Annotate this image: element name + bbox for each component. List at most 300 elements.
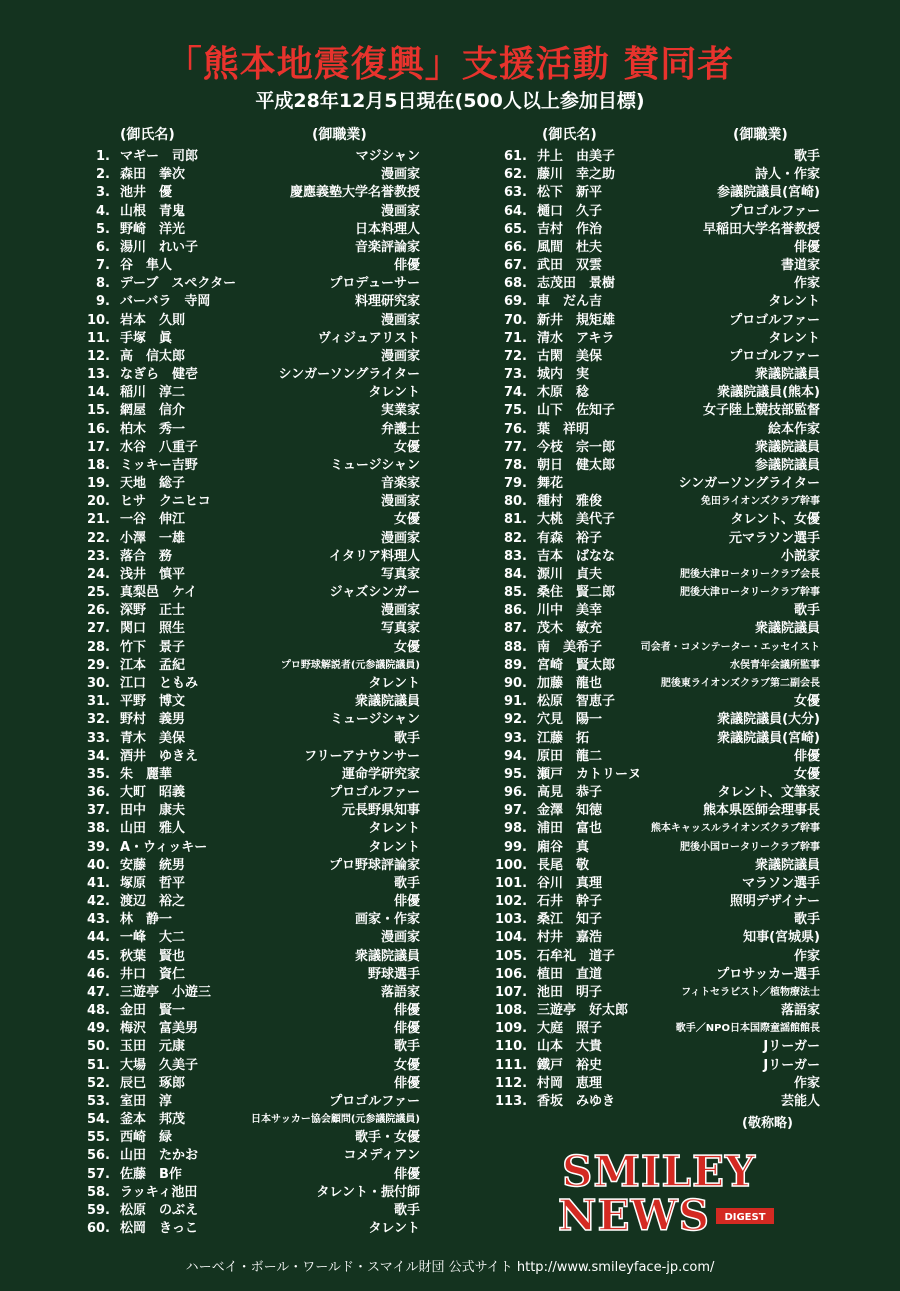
honorific-note: (敬称略) <box>742 1116 793 1131</box>
supporter-occupation: 女優 <box>793 694 820 710</box>
supporter-number: 90. <box>503 675 527 691</box>
name-column-label: (御氏名) <box>542 127 597 143</box>
supporter-number: 9. <box>96 294 110 310</box>
supporter-occupation: タレント、文筆家 <box>717 785 820 801</box>
supporter-name: 江藤 拓 <box>537 730 590 746</box>
supporter-row <box>80 748 420 766</box>
supporter-occupation: 落語家 <box>380 984 420 1000</box>
supporter-row <box>80 475 420 493</box>
supporter-row <box>495 184 820 202</box>
supporter-name: 井上 由美子 <box>537 149 616 164</box>
supporter-number: 104. <box>495 930 528 946</box>
supporter-name: 竹下 景子 <box>120 639 186 655</box>
supporter-name: 高見 恭子 <box>537 785 603 801</box>
supporter-name: 武田 双雲 <box>537 258 603 274</box>
supporter-name: 有森 裕子 <box>537 530 603 546</box>
supporter-row <box>495 548 820 566</box>
supporter-occupation: 衆議院議員 <box>354 948 420 964</box>
supporter-row <box>495 675 820 693</box>
supporter-row <box>80 966 420 984</box>
supporter-occupation: タレント <box>768 294 820 310</box>
supporter-row <box>80 493 420 511</box>
supporter-row <box>80 820 420 838</box>
supporter-row <box>495 457 820 475</box>
supporter-row <box>80 384 420 402</box>
supporter-row <box>495 275 820 293</box>
supporter-row <box>80 984 420 1002</box>
supporter-name: 玉田 元康 <box>120 1039 186 1055</box>
supporter-occupation: ミュージシャン <box>330 457 420 473</box>
supporter-number: 63. <box>503 185 527 201</box>
supporter-number: 58. <box>86 1184 110 1200</box>
supporter-number: 27. <box>86 621 110 637</box>
supporter-occupation: フリーアナウンサー <box>304 748 420 764</box>
supporter-occupation: 俳優 <box>393 1021 420 1037</box>
supporter-row <box>495 1038 820 1056</box>
supporter-occupation: 日本料理人 <box>354 221 420 237</box>
supporter-name: 朝日 健太郎 <box>537 457 616 473</box>
supporter-occupation: 衆議院議員(熊本) <box>717 385 820 401</box>
supporter-occupation: 衆議院議員 <box>754 367 820 383</box>
supporter-row <box>80 1184 420 1202</box>
supporter-row <box>80 166 420 184</box>
supporter-occupation: 料理研究家 <box>354 294 420 310</box>
supporter-row <box>495 421 820 439</box>
supporter-number: 8. <box>96 276 110 292</box>
supporter-row <box>495 148 820 166</box>
supporter-occupation: 小説家 <box>780 548 820 564</box>
supporter-number: 21. <box>86 512 110 528</box>
supporter-occupation: プロゴルファー <box>729 312 820 328</box>
supporter-row <box>80 293 420 311</box>
supporter-row <box>495 203 820 221</box>
supporter-number: 109. <box>495 1021 528 1037</box>
supporter-number: 62. <box>503 167 527 183</box>
supporter-row <box>80 402 420 420</box>
supporter-number: 40. <box>86 857 110 873</box>
supporter-row <box>495 166 820 184</box>
supporter-number: 95. <box>503 766 527 782</box>
supporter-row <box>80 1093 420 1111</box>
supporter-occupation: プロゴルファー <box>329 785 420 801</box>
supporter-row <box>495 475 820 493</box>
column-header <box>80 124 420 148</box>
supporter-number: 25. <box>86 585 110 601</box>
supporter-list <box>80 148 420 1238</box>
supporter-occupation: 参議院議員 <box>754 457 820 473</box>
supporter-number: 75. <box>503 403 527 419</box>
supporter-row <box>495 730 820 748</box>
supporter-name: 舞花 <box>537 476 564 492</box>
supporter-number: 22. <box>86 530 110 546</box>
supporter-name: 安藤 統男 <box>120 857 186 873</box>
supporter-occupation: コメディアン <box>343 1148 420 1164</box>
supporter-number: 55. <box>86 1130 110 1146</box>
supporter-name: 山田 雅人 <box>120 821 186 837</box>
supporter-number: 52. <box>86 1075 110 1091</box>
supporter-name: 山根 青鬼 <box>120 203 186 219</box>
supporter-row <box>80 784 420 802</box>
supporter-occupation: 歌手 <box>393 1039 420 1055</box>
supporter-number: 53. <box>86 1093 110 1109</box>
supporter-occupation: 衆議院議員 <box>754 621 820 637</box>
supporter-row <box>80 1111 420 1129</box>
supporter-occupation: 衆議院議員(宮崎) <box>717 730 820 746</box>
supporter-name: 三遊亭 小遊三 <box>120 984 212 1000</box>
supporter-name: 佐藤 B作 <box>120 1166 182 1182</box>
supporter-row <box>495 348 820 366</box>
supporter-occupation: タレント <box>368 385 420 401</box>
supporter-row <box>80 1075 420 1093</box>
supporter-number: 82. <box>503 530 527 546</box>
supporter-row <box>495 257 820 275</box>
supporter-number: 31. <box>86 694 110 710</box>
supporter-row <box>495 1075 820 1093</box>
supporter-number: 70. <box>503 312 527 328</box>
supporter-occupation: プロ野球評論家 <box>328 857 420 873</box>
supporter-row <box>495 1020 820 1038</box>
supporter-name: 長尾 敬 <box>537 857 590 873</box>
supporter-name: 葉 祥明 <box>537 421 590 437</box>
supporter-occupation: タレント <box>368 1221 420 1237</box>
supporter-row <box>80 1147 420 1165</box>
supporter-number: 28. <box>86 639 110 655</box>
supporter-occupation: 歌手 <box>793 149 820 164</box>
supporter-occupation: プロデューサー <box>329 276 420 292</box>
supporter-name: 池井 優 <box>120 185 173 201</box>
supporter-occupation: 写真家 <box>380 566 420 582</box>
supporter-name: 秋葉 賢也 <box>120 948 186 964</box>
supporter-row <box>495 657 820 675</box>
supporter-occupation: 写真家 <box>380 621 420 637</box>
supporter-name: 深野 正士 <box>120 603 186 619</box>
supporter-number: 16. <box>86 421 110 437</box>
supporter-number: 48. <box>86 1003 110 1019</box>
logo-line-smiley: SMILEY <box>562 1148 756 1196</box>
supporter-number: 50. <box>86 1039 110 1055</box>
supporter-number: 102. <box>495 894 528 910</box>
supporter-occupation: 漫画家 <box>380 494 420 510</box>
supporter-occupation: 俳優 <box>393 258 420 274</box>
supporter-row <box>495 239 820 257</box>
supporter-name: 天地 総子 <box>120 476 186 492</box>
supporter-number: 35. <box>86 766 110 782</box>
supporter-number: 71. <box>503 330 527 346</box>
supporter-number: 85. <box>503 585 527 601</box>
supporter-number: 1. <box>96 149 110 164</box>
supporter-number: 32. <box>86 712 110 728</box>
supporter-row <box>80 239 420 257</box>
supporter-occupation: 知事(宮城県) <box>743 930 820 946</box>
supporter-occupation: シンガーソングライター <box>678 476 820 492</box>
supporter-number: 11. <box>86 330 110 346</box>
supporter-name: 種村 雅俊 <box>537 494 603 510</box>
supporter-number: 7. <box>96 258 110 274</box>
supporter-row <box>80 1129 420 1147</box>
supporter-number: 100. <box>495 857 528 873</box>
supporter-occupation: 漫画家 <box>380 312 420 328</box>
supporter-row <box>80 1220 420 1238</box>
supporter-number: 45. <box>86 948 110 964</box>
supporter-row <box>495 966 820 984</box>
supporter-occupation: 歌手 <box>793 603 820 619</box>
supporter-occupation: 女優 <box>793 766 820 782</box>
supporter-occupation: 書道家 <box>780 258 820 274</box>
supporter-name: 野崎 洋光 <box>120 221 186 237</box>
supporter-row <box>80 602 420 620</box>
supporter-number: 92. <box>503 712 527 728</box>
supporter-name: 車 だん吉 <box>537 294 603 310</box>
supporter-row <box>495 911 820 929</box>
occupation-column-label: (御職業) <box>733 127 788 143</box>
supporter-row <box>80 1202 420 1220</box>
supporter-number: 37. <box>86 803 110 819</box>
supporter-number: 79. <box>503 476 527 492</box>
supporter-number: 81. <box>503 512 527 528</box>
supporter-occupation: 詩人・作家 <box>754 167 820 183</box>
supporter-occupation: 作家 <box>793 276 820 292</box>
supporter-row <box>80 693 420 711</box>
supporter-name: 高 信太郎 <box>120 348 186 364</box>
supporter-name: 野村 義男 <box>120 712 186 728</box>
supporter-occupation: イタリア料理人 <box>328 548 420 564</box>
supporter-name: 酒井 ゆきえ <box>120 748 199 764</box>
supporter-row <box>495 784 820 802</box>
supporter-number: 99. <box>503 839 527 855</box>
supporter-row <box>495 948 820 966</box>
supporter-name: 大場 久美子 <box>120 1057 199 1073</box>
supporter-occupation: マジシャン <box>355 149 420 164</box>
supporter-name: 金澤 知徳 <box>537 803 603 819</box>
supporter-row <box>495 366 820 384</box>
supporter-occupation: 落語家 <box>780 1003 820 1019</box>
supporter-occupation: ミュージシャン <box>330 712 420 728</box>
supporter-occupation: 元長野県知事 <box>341 803 420 819</box>
supporter-occupation: フィトセラピスト／植物療法士 <box>681 986 820 998</box>
supporter-row <box>495 566 820 584</box>
supporter-number: 46. <box>86 966 110 982</box>
supporter-number: 23. <box>86 548 110 564</box>
supporter-number: 110. <box>495 1039 528 1055</box>
supporter-occupation: 作家 <box>793 1075 820 1091</box>
supporter-name: 今枝 宗一郎 <box>537 439 616 455</box>
supporter-occupation: 俳優 <box>393 894 420 910</box>
supporter-number: 66. <box>503 239 527 255</box>
supporter-occupation: 絵本作家 <box>767 421 820 437</box>
supporter-occupation: 漫画家 <box>380 348 420 364</box>
supporter-row <box>80 348 420 366</box>
supporter-row <box>80 948 420 966</box>
supporter-number: 83. <box>503 548 527 564</box>
supporter-occupation: 熊本キャッスルライオンズクラブ幹事 <box>650 823 820 835</box>
supporter-name: 平野 博文 <box>120 694 186 710</box>
supporter-row <box>80 802 420 820</box>
supporter-occupation: 漫画家 <box>380 930 420 946</box>
supporter-name: 江本 孟紀 <box>120 657 186 673</box>
supporter-name: 香坂 みゆき <box>537 1093 616 1109</box>
logo-digest-tag: DIGEST <box>724 1212 766 1223</box>
supporter-row <box>495 929 820 947</box>
supporter-name: 稲川 淳二 <box>120 385 186 401</box>
supporter-name: 池田 明子 <box>537 984 603 1000</box>
supporter-number: 60. <box>86 1221 110 1237</box>
supporter-number: 86. <box>503 603 527 619</box>
supporter-row <box>80 566 420 584</box>
supporter-name: 水谷 八重子 <box>120 439 199 455</box>
supporter-row <box>80 530 420 548</box>
logo-line-news: NEWS <box>558 1191 710 1236</box>
supporter-number: 88. <box>503 639 527 655</box>
supporter-row <box>80 893 420 911</box>
supporter-occupation: 肥後小国ロータリークラブ幹事 <box>680 841 820 853</box>
supporter-number: 76. <box>503 421 527 437</box>
supporter-number: 51. <box>86 1057 110 1073</box>
supporter-occupation: タレント <box>368 839 420 855</box>
supporter-number: 15. <box>86 403 110 419</box>
supporter-number: 61. <box>503 149 527 164</box>
supporter-number: 105. <box>495 948 528 964</box>
supporter-name: 新井 規矩雄 <box>537 312 616 328</box>
supporter-name: 網屋 信介 <box>120 403 186 419</box>
page-subtitle: 平成28年12月5日現在(500人以上参加目標) <box>255 90 645 112</box>
supporter-number: 41. <box>86 875 110 891</box>
supporter-occupation: 熊本県医師会理事長 <box>702 803 820 819</box>
supporter-row <box>80 1020 420 1038</box>
supporter-occupation: タレント <box>768 330 820 346</box>
supporter-row <box>80 421 420 439</box>
supporter-occupation: Jリーガー <box>763 1039 820 1055</box>
supporter-number: 94. <box>503 748 527 764</box>
supporter-number: 93. <box>503 730 527 746</box>
supporter-row <box>80 639 420 657</box>
supporter-occupation: 弁護士 <box>380 421 420 437</box>
supporter-number: 107. <box>495 984 528 1000</box>
supporter-name: ヒサ クニヒコ <box>120 494 211 510</box>
supporter-row <box>80 330 420 348</box>
supporter-occupation: 早稲田大学名誉教授 <box>702 221 820 237</box>
supporter-name: 桑住 賢二郎 <box>537 585 616 601</box>
supporter-occupation: 俳優 <box>793 748 820 764</box>
supporter-row <box>80 457 420 475</box>
supporter-occupation: 音楽評論家 <box>354 239 420 255</box>
supporter-occupation: 歌手 <box>393 1202 420 1218</box>
supporter-name: 茂木 敏充 <box>537 621 603 637</box>
supporter-row <box>495 820 820 838</box>
supporter-row <box>495 511 820 529</box>
supporter-name: 村井 嘉浩 <box>537 930 603 946</box>
supporter-occupation: プロゴルファー <box>729 203 820 219</box>
supporter-occupation: 衆議院議員 <box>754 439 820 455</box>
supporter-name: 辰巳 琢郎 <box>120 1075 186 1091</box>
supporter-list <box>495 148 820 1111</box>
supporter-name: 井口 資仁 <box>120 966 186 982</box>
supporter-name: 山田 たかお <box>120 1148 199 1164</box>
supporter-name: 室田 淳 <box>120 1093 173 1109</box>
supporter-occupation: 女優 <box>393 639 420 655</box>
supporter-number: 33. <box>86 730 110 746</box>
supporter-occupation: 元マラソン選手 <box>728 530 820 546</box>
supporter-number: 68. <box>503 276 527 292</box>
supporter-number: 29. <box>86 657 110 673</box>
supporter-name: 三遊亭 好太郎 <box>537 1003 629 1019</box>
supporter-occupation: 運命学研究家 <box>341 766 420 782</box>
supporter-row <box>80 312 420 330</box>
supporter-row <box>495 711 820 729</box>
supporter-row <box>495 330 820 348</box>
supporter-name: 梅沢 富美男 <box>120 1021 199 1037</box>
supporter-row <box>495 748 820 766</box>
supporter-number: 106. <box>495 966 528 982</box>
supporter-occupation: プロ野球解説者(元参議院議員) <box>280 659 420 671</box>
supporter-name: 真梨邑 ケイ <box>120 585 198 601</box>
supporter-occupation: 画家・作家 <box>354 912 420 928</box>
supporter-name: 塚原 哲平 <box>120 875 186 891</box>
supporter-row <box>495 839 820 857</box>
supporter-row <box>495 384 820 402</box>
supporter-name: 穴見 陽一 <box>537 712 603 728</box>
supporter-occupation: タレント、女優 <box>730 512 820 528</box>
supporter-number: 101. <box>495 875 528 891</box>
supporter-name: 石井 幹子 <box>537 894 603 910</box>
supporter-occupation: 水俣青年会議所監事 <box>730 659 820 671</box>
supporter-name: 湯川 れい子 <box>120 239 199 255</box>
supporter-row <box>80 1038 420 1056</box>
supporter-occupation: 女優 <box>393 512 420 528</box>
supporter-row <box>495 802 820 820</box>
supporter-name: デーブ スペクター <box>120 276 237 292</box>
supporter-occupation: シンガーソングライター <box>278 367 420 383</box>
supporter-number: 80. <box>503 494 527 510</box>
supporter-row <box>495 493 820 511</box>
supporter-occupation: 女優 <box>393 1057 420 1073</box>
supporter-number: 12. <box>86 348 110 364</box>
supporter-occupation: 慶應義塾大学名誉教授 <box>289 185 420 201</box>
supporter-row <box>495 402 820 420</box>
supporter-number: 59. <box>86 1202 110 1218</box>
supporter-name: 青木 美保 <box>120 730 186 746</box>
supporter-number: 65. <box>503 221 527 237</box>
supporter-number: 10. <box>86 312 110 328</box>
column-header <box>495 124 820 148</box>
supporter-row <box>80 675 420 693</box>
supporter-row <box>495 1057 820 1075</box>
supporter-row <box>495 530 820 548</box>
supporter-number: 87. <box>503 621 527 637</box>
supporter-name: 木原 稔 <box>537 385 590 401</box>
supporter-row <box>80 766 420 784</box>
supporter-name: 吉村 作治 <box>537 221 603 237</box>
supporter-occupation: プロゴルファー <box>729 348 820 364</box>
supporter-row <box>80 911 420 929</box>
supporter-occupation: 免田ライオンズクラブ幹事 <box>700 496 820 508</box>
supporter-number: 98. <box>503 821 527 837</box>
supporter-occupation: 照明デザイナー <box>729 894 820 910</box>
supporter-row <box>80 439 420 457</box>
supporter-occupation: 俳優 <box>393 1166 420 1182</box>
supporter-number: 19. <box>86 476 110 492</box>
supporter-number: 34. <box>86 748 110 764</box>
supporter-name: 大町 昭義 <box>120 785 186 801</box>
supporter-name: 松原 のぶえ <box>120 1202 199 1218</box>
supporters-column-right <box>495 124 820 1111</box>
supporter-number: 24. <box>86 566 110 582</box>
supporter-number: 3. <box>96 185 110 201</box>
supporter-row <box>80 203 420 221</box>
supporter-name: 城内 実 <box>537 367 590 383</box>
supporter-row <box>80 730 420 748</box>
supporter-occupation: タレント・振付師 <box>316 1184 420 1200</box>
supporter-row <box>495 620 820 638</box>
